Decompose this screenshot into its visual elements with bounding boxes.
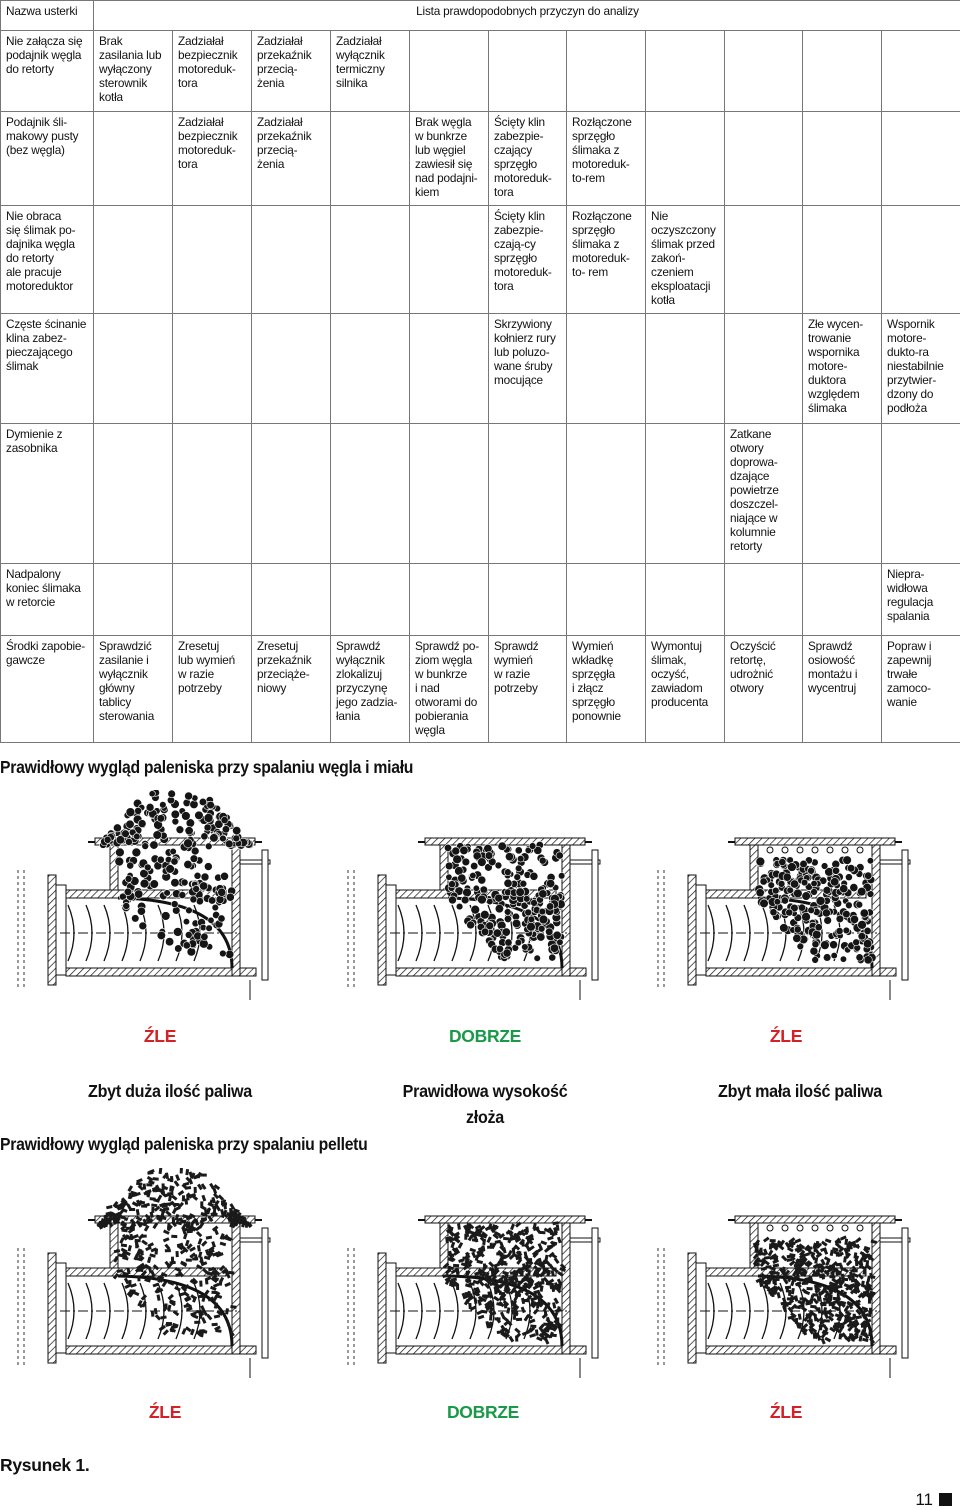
- cause-cell: [409, 423, 489, 564]
- cause-cell: [251, 313, 331, 424]
- cause-cell: [724, 313, 803, 424]
- cause-cell-text: Zresetuj lub wymień w razie potrzeby: [178, 639, 247, 695]
- cause-cell-text: Zadziałał bezpiecznik motoreduk- tora: [178, 34, 247, 90]
- cause-cell: [881, 111, 960, 206]
- cause-cell: [488, 635, 567, 743]
- cause-cell-text: Wymontuj ślimak, oczyść, zawiadom producenta: [651, 639, 720, 709]
- fault-cell: [0, 205, 94, 314]
- cause-cell-text: Zadziałał przekaźnik przecią- żenia: [257, 115, 326, 171]
- cause-cell: [645, 423, 725, 564]
- pellet-diagram-1: [0, 1168, 320, 1398]
- cause-cell: [802, 30, 882, 112]
- cause-cell: [802, 635, 882, 743]
- cause-cell-text: Zadziałał przekaźnik przecią- żenia: [257, 34, 326, 90]
- cause-cell-text: Popraw i zapewnij trwałe zamoco- wanie: [887, 639, 956, 709]
- cause-cell: [93, 563, 173, 636]
- cause-cell-text: Złe wycen- trowanie wspornika motore- duktora względem ślimaka: [808, 317, 877, 415]
- cause-cell: [566, 313, 646, 424]
- pellet-diagram-2: [330, 1168, 650, 1398]
- cause-cell-text: Sprawdź po- ziom węgla w bunkrze i nad otworami do pobierania węgla: [415, 639, 484, 737]
- coal-diagram-1: [0, 790, 320, 1020]
- fault-cell-text: Częste ścinanie klina zabez- pieczającego ślimak: [6, 317, 89, 373]
- cause-cell-text: Nie oczyszczony ślimak przed zakoń- czeniem eksploatacji kotła: [651, 209, 720, 307]
- cause-cell-text: Zadziałał bezpiecznik motoreduk- tora: [178, 115, 247, 171]
- cause-cell: [330, 423, 410, 564]
- cause-cell: [566, 111, 646, 206]
- cause-cell: [488, 563, 567, 636]
- cause-cell: [645, 635, 725, 743]
- cause-cell: [802, 423, 882, 564]
- cause-cell: [802, 111, 882, 206]
- cause-cell-text: Sprawdź wymień w razie potrzeby: [494, 639, 562, 695]
- cause-cell: [409, 563, 489, 636]
- fault-cell: [0, 30, 94, 112]
- cause-cell: [488, 111, 567, 206]
- cause-cell: [93, 111, 173, 206]
- cause-cell: [645, 205, 725, 314]
- page-number-text: 11: [915, 1490, 933, 1509]
- page-marker-square: [939, 1493, 952, 1506]
- cause-cell: [802, 563, 882, 636]
- cause-cell: [881, 313, 960, 424]
- cause-cell: [172, 563, 252, 636]
- cause-cell-text: Skrzywiony kołnierz rury lub poluzo- wane śruby mocujące: [494, 317, 562, 387]
- cause-cell: [724, 635, 803, 743]
- coal-label-bad-2: ŹLE: [736, 1026, 836, 1047]
- coal-label-bad-1: ŹLE: [110, 1026, 210, 1047]
- fault-cell: [0, 423, 94, 564]
- cause-cell: [172, 111, 252, 206]
- fault-cell: [0, 313, 94, 424]
- header-causes-text: Lista prawdopodobnych przyczyn do analizy: [99, 4, 956, 18]
- fault-cell: [0, 635, 94, 743]
- cause-cell: [488, 205, 567, 314]
- cause-cell: [330, 563, 410, 636]
- cause-cell: [724, 111, 803, 206]
- caption-too-much-fuel: Zbyt duża ilość paliwa: [50, 1078, 289, 1104]
- figure-label: Rysunek 1.: [0, 1455, 89, 1476]
- cause-cell: [251, 423, 331, 564]
- cause-cell: [93, 205, 173, 314]
- cause-cell: [93, 313, 173, 424]
- cause-cell: [881, 423, 960, 564]
- cause-cell: [330, 30, 410, 112]
- cause-cell-text: Brak zasilania lub wyłączony sterownik kotła: [99, 34, 168, 104]
- cause-cell: [409, 111, 489, 206]
- caption-correct-height: Prawidłowa wysokość złoża: [379, 1078, 591, 1130]
- cause-cell: [645, 563, 725, 636]
- cause-cell: [172, 635, 252, 743]
- cause-cell-text: Brak węgla w bunkrze lub węgiel zawiesił się nad podajni- kiem: [415, 115, 484, 199]
- cause-cell: [881, 30, 960, 112]
- cause-cell: [93, 423, 173, 564]
- header-fault-name-text: Nazwa usterki: [6, 4, 89, 18]
- cause-cell: [172, 205, 252, 314]
- cause-cell: [93, 635, 173, 743]
- cause-cell-text: Sprawdzić zasilanie i wyłącznik główny tablicy sterowania: [99, 639, 168, 723]
- cause-cell: [724, 423, 803, 564]
- cause-cell: [251, 205, 331, 314]
- cause-cell: [645, 30, 725, 112]
- fault-cell-text: Dymienie z zasobnika: [6, 427, 89, 455]
- cause-cell: [409, 313, 489, 424]
- cause-cell-text: Rozłączone sprzęgło ślimaka z motoreduk- to-rem: [572, 115, 641, 185]
- caption-too-little-fuel: Zbyt mała ilość paliwa: [680, 1078, 919, 1104]
- pellet-diagram-3: [640, 1168, 960, 1398]
- cause-cell: [802, 313, 882, 424]
- cause-cell: [881, 563, 960, 636]
- cause-cell-text: Zatkane otwory doprowa- dzające powietrze doszczel- niające w kolumnie retorty: [730, 427, 798, 553]
- cause-cell-text: Zadziałał wyłącznik termiczny silnika: [336, 34, 405, 90]
- coal-label-good: DOBRZE: [430, 1026, 540, 1047]
- cause-cell: [881, 205, 960, 314]
- fault-cell-text: Nadpalony koniec ślimaka w retorcie: [6, 567, 89, 609]
- cause-cell: [566, 205, 646, 314]
- pellet-label-bad-1: ŹLE: [115, 1402, 215, 1423]
- cause-cell: [330, 111, 410, 206]
- cause-cell: [488, 423, 567, 564]
- pellet-label-bad-2: ŹLE: [736, 1402, 836, 1423]
- cause-cell: [330, 313, 410, 424]
- fault-cell-text: Podajnik śli- makowy pusty (bez węgla): [6, 115, 89, 157]
- coal-diagram-3: [640, 790, 960, 1020]
- page-number: [915, 1490, 952, 1510]
- pellet-label-good: DOBRZE: [428, 1402, 538, 1423]
- header-fault-name: [0, 0, 94, 31]
- troubleshooting-table: [0, 0, 960, 742]
- cause-cell-text: Niepra- widłowa regulacja spalania: [887, 567, 956, 623]
- cause-cell: [724, 563, 803, 636]
- cause-cell: [172, 30, 252, 112]
- cause-cell: [251, 111, 331, 206]
- cause-cell-text: Sprawdź osiowość montażu i wycentruj: [808, 639, 877, 695]
- cause-cell: [724, 205, 803, 314]
- fault-cell: [0, 563, 94, 636]
- cause-cell: [409, 205, 489, 314]
- fault-cell-text: Środki zapobie- gawcze: [6, 639, 89, 667]
- cause-cell-text: Rozłączone sprzęgło ślimaka z motoreduk- to- rem: [572, 209, 641, 279]
- cause-cell: [802, 205, 882, 314]
- coal-diagram-2: [330, 790, 650, 1020]
- cause-cell: [251, 635, 331, 743]
- header-causes: [93, 0, 960, 31]
- cause-cell: [330, 635, 410, 743]
- cause-cell: [566, 563, 646, 636]
- cause-cell: [409, 30, 489, 112]
- cause-cell: [566, 635, 646, 743]
- cause-cell: [409, 635, 489, 743]
- cause-cell: [724, 30, 803, 112]
- cause-cell: [330, 205, 410, 314]
- cause-cell: [251, 563, 331, 636]
- cause-cell-text: Wspornik motore- dukto-ra niestabilnie przytwier- dzony do podłoża: [887, 317, 956, 415]
- cause-cell: [881, 635, 960, 743]
- cause-cell: [172, 313, 252, 424]
- fault-cell-text: Nie obraca się ślimak po- dajnika węgla do retorty ale pracuje motoreduktor: [6, 209, 89, 293]
- pellet-section-title: Prawidłowy wygląd paleniska przy spalaniu pelletu: [0, 1134, 368, 1155]
- cause-cell: [93, 30, 173, 112]
- cause-cell: [488, 313, 567, 424]
- fault-cell: [0, 111, 94, 206]
- cause-cell-text: Sprawdź wyłącznik zlokalizuj przyczynę jego zadzia- łania: [336, 639, 405, 723]
- cause-cell: [566, 30, 646, 112]
- cause-cell-text: Ścięty klin zabezpie- czający sprzęgło motoreduk- tora: [494, 115, 562, 199]
- fault-cell-text: Nie załącza się podajnik węgla do retorty: [6, 34, 89, 76]
- cause-cell-text: Oczyścić retortę, udrożnić otwory: [730, 639, 798, 695]
- cause-cell: [251, 30, 331, 112]
- cause-cell: [645, 313, 725, 424]
- cause-cell: [172, 423, 252, 564]
- cause-cell-text: Ścięty klin zabezpie- czają-cy sprzęgło motoreduk- tora: [494, 209, 562, 293]
- coal-section-title: Prawidłowy wygląd paleniska przy spalaniu węgla i miału: [0, 757, 413, 778]
- cause-cell-text: Zresetuj przekaźnik przeciąże- niowy: [257, 639, 326, 695]
- cause-cell: [488, 30, 567, 112]
- cause-cell: [645, 111, 725, 206]
- cause-cell-text: Wymień wkładkę sprzęgła i złącz sprzęgło ponownie: [572, 639, 641, 723]
- cause-cell: [566, 423, 646, 564]
